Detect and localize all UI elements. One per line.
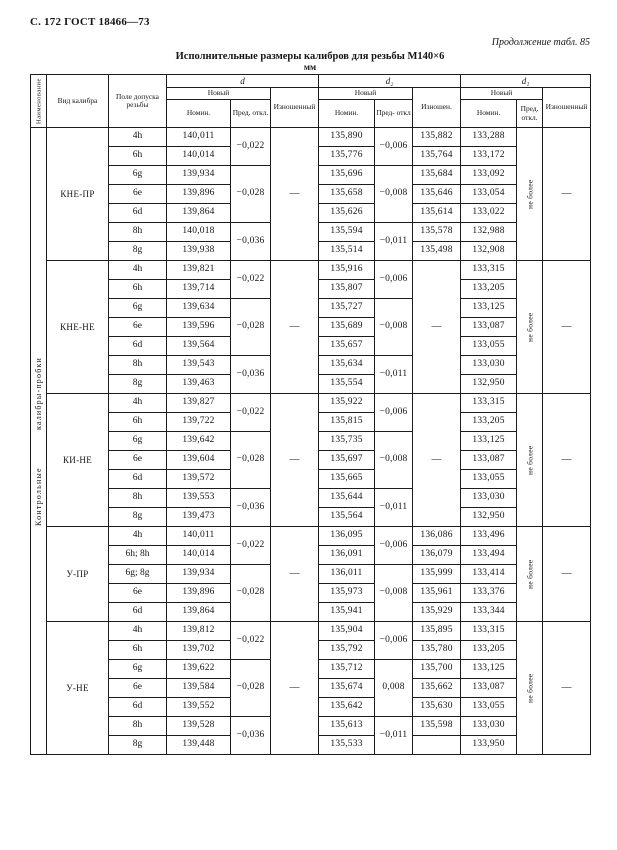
d1-worn-header: Изношенный bbox=[543, 88, 591, 128]
d1-deviation: не более bbox=[517, 394, 543, 527]
d1-nominal: 133,205 bbox=[461, 413, 517, 432]
d2-worn: 135,895 bbox=[413, 622, 461, 641]
d-worn: — bbox=[271, 261, 319, 394]
d2-nominal: 135,815 bbox=[319, 413, 375, 432]
d-nominal: 139,572 bbox=[167, 470, 231, 489]
d1-nominal: 133,087 bbox=[461, 318, 517, 337]
d2-deviation: −0,011 bbox=[375, 356, 413, 394]
d2-deviation: −0,006 bbox=[375, 394, 413, 432]
d-nominal: 139,552 bbox=[167, 698, 231, 717]
gauge-dimension-table bbox=[30, 74, 591, 755]
tolerance-field: 4h bbox=[109, 527, 167, 546]
tolerance-field: 6e bbox=[109, 679, 167, 698]
d2-nominal: 135,514 bbox=[319, 242, 375, 261]
d1-nominal: 133,125 bbox=[461, 299, 517, 318]
d2-nominal: 135,792 bbox=[319, 641, 375, 660]
d2-nominal: 135,727 bbox=[319, 299, 375, 318]
d1-nominal: 133,315 bbox=[461, 622, 517, 641]
d2-worn: 135,929 bbox=[413, 603, 461, 622]
d2-deviation: −0,006 bbox=[375, 527, 413, 565]
d2-worn: 135,614 bbox=[413, 204, 461, 223]
d1-nominal: 132,908 bbox=[461, 242, 517, 261]
d2-nominal: 135,890 bbox=[319, 128, 375, 147]
tolerance-field: 8g bbox=[109, 242, 167, 261]
d2-worn: 135,630 bbox=[413, 698, 461, 717]
table-row bbox=[31, 622, 591, 641]
d2-nominal: 135,689 bbox=[319, 318, 375, 337]
d2-deviation: −0,011 bbox=[375, 489, 413, 527]
d-nominal: 139,528 bbox=[167, 717, 231, 736]
d-nominal: 139,596 bbox=[167, 318, 231, 337]
d2-deviation: −0,008 bbox=[375, 166, 413, 223]
table-row bbox=[31, 527, 591, 546]
d2-deviation: −0,008 bbox=[375, 299, 413, 356]
d-nominal: 139,634 bbox=[167, 299, 231, 318]
d-nominal: 139,584 bbox=[167, 679, 231, 698]
d2-nominal: 135,712 bbox=[319, 660, 375, 679]
d2-worn: 135,780 bbox=[413, 641, 461, 660]
gauge-type: У-ПР bbox=[47, 527, 109, 622]
d-new-header: Новый bbox=[167, 88, 271, 100]
d1-nominal: 133,205 bbox=[461, 641, 517, 660]
tolerance-field: 6e bbox=[109, 185, 167, 204]
tolerance-field: 4h bbox=[109, 128, 167, 147]
d1-nominal: 132,988 bbox=[461, 223, 517, 242]
d-nominal: 139,896 bbox=[167, 584, 231, 603]
d1-nominal: 133,414 bbox=[461, 565, 517, 584]
table-row bbox=[31, 394, 591, 413]
tolerance-field: 6d bbox=[109, 603, 167, 622]
d2-deviation: −0,011 bbox=[375, 223, 413, 261]
tolerance-field: 8h bbox=[109, 489, 167, 508]
d1-nominal: 133,376 bbox=[461, 584, 517, 603]
table-body bbox=[31, 128, 591, 755]
d-nominal: 139,827 bbox=[167, 394, 231, 413]
d1-nominal: 133,030 bbox=[461, 717, 517, 736]
tolerance-field: 6g bbox=[109, 660, 167, 679]
d1-nominal: 133,315 bbox=[461, 394, 517, 413]
d1-nominal: 133,344 bbox=[461, 603, 517, 622]
d-nominal: 139,622 bbox=[167, 660, 231, 679]
d2-worn-header: Изношен. bbox=[413, 88, 461, 128]
d1-nominal: 133,087 bbox=[461, 451, 517, 470]
d-deviation: −0,028 bbox=[231, 432, 271, 489]
tolerance-field: 6d bbox=[109, 698, 167, 717]
d2-worn: — bbox=[413, 261, 461, 394]
d-deviation: −0,028 bbox=[231, 660, 271, 717]
d2-nominal: 135,657 bbox=[319, 337, 375, 356]
d2-deviation: 0,008 bbox=[375, 660, 413, 717]
d-nominal: 140,011 bbox=[167, 128, 231, 147]
d-nominal-header: Номин. bbox=[167, 100, 231, 128]
d-nominal: 139,543 bbox=[167, 356, 231, 375]
d1-nominal: 133,205 bbox=[461, 280, 517, 299]
tolerance-field: 8g bbox=[109, 508, 167, 527]
pole-dopuska-header: Поле допуска резьбы bbox=[109, 75, 167, 128]
d2-nominal: 135,613 bbox=[319, 717, 375, 736]
d2-worn: 135,764 bbox=[413, 147, 461, 166]
header-row-1 bbox=[31, 75, 591, 88]
tolerance-field: 6d bbox=[109, 337, 167, 356]
gauge-type: КНЕ-НЕ bbox=[47, 261, 109, 394]
d-group-header: d bbox=[167, 75, 319, 88]
d-worn-header: Изношенный bbox=[271, 88, 319, 128]
d-worn: — bbox=[271, 622, 319, 755]
d-worn: — bbox=[271, 128, 319, 261]
side-label: Контрольные калибры-пробки bbox=[31, 128, 47, 755]
d-nominal: 140,014 bbox=[167, 546, 231, 565]
d2-group-header: d₂ bbox=[319, 75, 461, 88]
d2-worn: 135,882 bbox=[413, 128, 461, 147]
d-nominal: 140,011 bbox=[167, 527, 231, 546]
d1-nominal: 132,950 bbox=[461, 508, 517, 527]
tolerance-field: 6g bbox=[109, 432, 167, 451]
units-label: мм bbox=[303, 62, 317, 72]
gauge-type: КИ-НЕ bbox=[47, 394, 109, 527]
d2-nominal: 135,941 bbox=[319, 603, 375, 622]
table-continuation-note: Продолжение табл. 85 bbox=[491, 37, 590, 48]
d2-nominal: 136,011 bbox=[319, 565, 375, 584]
d-deviation-header: Пред. откл. bbox=[231, 100, 271, 128]
d-nominal: 139,714 bbox=[167, 280, 231, 299]
d1-nominal: 133,092 bbox=[461, 166, 517, 185]
tolerance-field: 6d bbox=[109, 470, 167, 489]
tolerance-field: 6h; 8h bbox=[109, 546, 167, 565]
tolerance-field: 4h bbox=[109, 394, 167, 413]
d2-nominal: 135,916 bbox=[319, 261, 375, 280]
d1-nominal: 133,055 bbox=[461, 698, 517, 717]
d1-nominal: 132,950 bbox=[461, 375, 517, 394]
d-nominal: 139,553 bbox=[167, 489, 231, 508]
d-deviation: −0,022 bbox=[231, 622, 271, 660]
tolerance-field: 4h bbox=[109, 261, 167, 280]
d-deviation: −0,022 bbox=[231, 394, 271, 432]
d2-deviation-header: Пред- откл bbox=[375, 100, 413, 128]
d-deviation: −0,036 bbox=[231, 717, 271, 755]
d2-nominal: 135,904 bbox=[319, 622, 375, 641]
d1-nominal: 133,087 bbox=[461, 679, 517, 698]
d1-nominal: 133,055 bbox=[461, 470, 517, 489]
d1-nominal: 133,054 bbox=[461, 185, 517, 204]
d1-nominal: 133,030 bbox=[461, 356, 517, 375]
tolerance-field: 6h bbox=[109, 280, 167, 299]
d2-nominal: 135,533 bbox=[319, 736, 375, 755]
d1-nominal: 133,022 bbox=[461, 204, 517, 223]
d1-worn: — bbox=[543, 527, 591, 622]
d-worn: — bbox=[271, 527, 319, 622]
d2-deviation: −0,008 bbox=[375, 432, 413, 489]
d1-nominal: 133,288 bbox=[461, 128, 517, 147]
d-nominal: 139,473 bbox=[167, 508, 231, 527]
d2-nominal: 135,922 bbox=[319, 394, 375, 413]
d1-nominal: 133,315 bbox=[461, 261, 517, 280]
d2-deviation: −0,006 bbox=[375, 622, 413, 660]
d-deviation: −0,036 bbox=[231, 356, 271, 394]
d2-nominal: 135,564 bbox=[319, 508, 375, 527]
d2-worn: 135,498 bbox=[413, 242, 461, 261]
tolerance-field: 6e bbox=[109, 318, 167, 337]
d-nominal: 139,864 bbox=[167, 603, 231, 622]
d2-nominal: 136,091 bbox=[319, 546, 375, 565]
d-deviation: −0,022 bbox=[231, 527, 271, 565]
d1-nominal: 133,125 bbox=[461, 432, 517, 451]
tolerance-field: 8h bbox=[109, 356, 167, 375]
d-nominal: 139,642 bbox=[167, 432, 231, 451]
d1-worn: — bbox=[543, 128, 591, 261]
tolerance-field: 4h bbox=[109, 622, 167, 641]
d2-worn: 135,598 bbox=[413, 717, 461, 736]
d-nominal: 139,604 bbox=[167, 451, 231, 470]
d1-deviation-header: Пред. откл. bbox=[517, 100, 543, 128]
d1-nominal: 133,172 bbox=[461, 147, 517, 166]
tolerance-field: 6e bbox=[109, 451, 167, 470]
d1-nominal: 133,950 bbox=[461, 736, 517, 755]
d1-worn: — bbox=[543, 261, 591, 394]
gauge-type: У-НЕ bbox=[47, 622, 109, 755]
d-nominal: 139,463 bbox=[167, 375, 231, 394]
d2-worn: 136,086 bbox=[413, 527, 461, 546]
d2-nominal: 135,554 bbox=[319, 375, 375, 394]
d2-nominal: 135,807 bbox=[319, 280, 375, 299]
tolerance-field: 6e bbox=[109, 584, 167, 603]
page-header: С. 172 ГОСТ 18466—73 bbox=[30, 16, 150, 28]
d2-nominal: 135,735 bbox=[319, 432, 375, 451]
d2-worn: 135,961 bbox=[413, 584, 461, 603]
d2-nominal: 135,697 bbox=[319, 451, 375, 470]
d-deviation: −0,036 bbox=[231, 489, 271, 527]
d2-nominal: 135,642 bbox=[319, 698, 375, 717]
d1-deviation: не более bbox=[517, 261, 543, 394]
d2-deviation: −0,006 bbox=[375, 261, 413, 299]
naimenovanie-header: Наименование bbox=[31, 75, 47, 128]
d-deviation: −0,022 bbox=[231, 128, 271, 166]
tolerance-field: 6h bbox=[109, 641, 167, 660]
d-deviation: −0,036 bbox=[231, 223, 271, 261]
d-nominal: 139,702 bbox=[167, 641, 231, 660]
d2-nominal: 135,674 bbox=[319, 679, 375, 698]
d2-nominal: 135,665 bbox=[319, 470, 375, 489]
d2-worn: 135,999 bbox=[413, 565, 461, 584]
d1-worn: — bbox=[543, 394, 591, 527]
d1-nominal: 133,030 bbox=[461, 489, 517, 508]
d2-nominal: 135,658 bbox=[319, 185, 375, 204]
tolerance-field: 6d bbox=[109, 204, 167, 223]
tolerance-field: 8g bbox=[109, 736, 167, 755]
tolerance-field: 8g bbox=[109, 375, 167, 394]
gauge-type: КНЕ-ПР bbox=[47, 128, 109, 261]
table-row bbox=[31, 261, 591, 280]
d-deviation: −0,022 bbox=[231, 261, 271, 299]
tolerance-field: 6g bbox=[109, 299, 167, 318]
d-nominal: 139,934 bbox=[167, 565, 231, 584]
d2-worn: — bbox=[413, 394, 461, 527]
d-deviation: −0,028 bbox=[231, 166, 271, 223]
d1-nominal: 133,125 bbox=[461, 660, 517, 679]
d1-deviation: не более bbox=[517, 622, 543, 755]
d1-nominal: 133,496 bbox=[461, 527, 517, 546]
d2-new-header: Новый bbox=[319, 88, 413, 100]
d2-worn bbox=[413, 736, 461, 755]
d-nominal: 139,564 bbox=[167, 337, 231, 356]
d1-nominal: 133,055 bbox=[461, 337, 517, 356]
d-nominal: 139,812 bbox=[167, 622, 231, 641]
tolerance-field: 6h bbox=[109, 413, 167, 432]
d2-worn: 135,646 bbox=[413, 185, 461, 204]
d2-nominal: 135,776 bbox=[319, 147, 375, 166]
d-nominal: 139,448 bbox=[167, 736, 231, 755]
table-row bbox=[31, 128, 591, 147]
d1-deviation: не более bbox=[517, 128, 543, 261]
d2-deviation: −0,008 bbox=[375, 565, 413, 622]
d-nominal: 139,864 bbox=[167, 204, 231, 223]
d-nominal: 139,896 bbox=[167, 185, 231, 204]
d2-nominal: 135,594 bbox=[319, 223, 375, 242]
vid-kalibra-header: Вид калибра bbox=[47, 75, 109, 128]
tolerance-field: 8h bbox=[109, 223, 167, 242]
d1-deviation: не более bbox=[517, 527, 543, 622]
d2-nominal: 135,626 bbox=[319, 204, 375, 223]
d2-worn: 135,662 bbox=[413, 679, 461, 698]
d2-nominal-header: Номин. bbox=[319, 100, 375, 128]
d1-worn: — bbox=[543, 622, 591, 755]
d2-nominal: 135,634 bbox=[319, 356, 375, 375]
table-head bbox=[31, 75, 591, 128]
d1-nominal-header: Номин. bbox=[461, 100, 517, 128]
d-nominal: 140,014 bbox=[167, 147, 231, 166]
d2-deviation: −0,011 bbox=[375, 717, 413, 755]
d1-group-header: d₁ bbox=[461, 75, 591, 88]
tolerance-field: 6h bbox=[109, 147, 167, 166]
d-nominal: 139,938 bbox=[167, 242, 231, 261]
d-nominal: 139,821 bbox=[167, 261, 231, 280]
d2-worn: 135,700 bbox=[413, 660, 461, 679]
d-deviation: −0,028 bbox=[231, 299, 271, 356]
d2-deviation: −0,006 bbox=[375, 128, 413, 166]
d2-worn: 136,079 bbox=[413, 546, 461, 565]
table-title: Исполнительные размеры калибров для резьбы М140×6 bbox=[175, 51, 445, 62]
d1-new-header: Новый bbox=[461, 88, 543, 100]
d2-nominal: 135,973 bbox=[319, 584, 375, 603]
d2-worn: 135,578 bbox=[413, 223, 461, 242]
d1-nominal: 133,494 bbox=[461, 546, 517, 565]
d-nominal: 140,018 bbox=[167, 223, 231, 242]
tolerance-field: 6g bbox=[109, 166, 167, 185]
d-nominal: 139,722 bbox=[167, 413, 231, 432]
d-worn: — bbox=[271, 394, 319, 527]
d-nominal: 139,934 bbox=[167, 166, 231, 185]
d2-nominal: 135,696 bbox=[319, 166, 375, 185]
d2-nominal: 135,644 bbox=[319, 489, 375, 508]
d2-worn: 135,684 bbox=[413, 166, 461, 185]
d2-nominal: 136,095 bbox=[319, 527, 375, 546]
tolerance-field: 8h bbox=[109, 717, 167, 736]
d-deviation: −0,028 bbox=[231, 565, 271, 622]
tolerance-field: 6g; 8g bbox=[109, 565, 167, 584]
